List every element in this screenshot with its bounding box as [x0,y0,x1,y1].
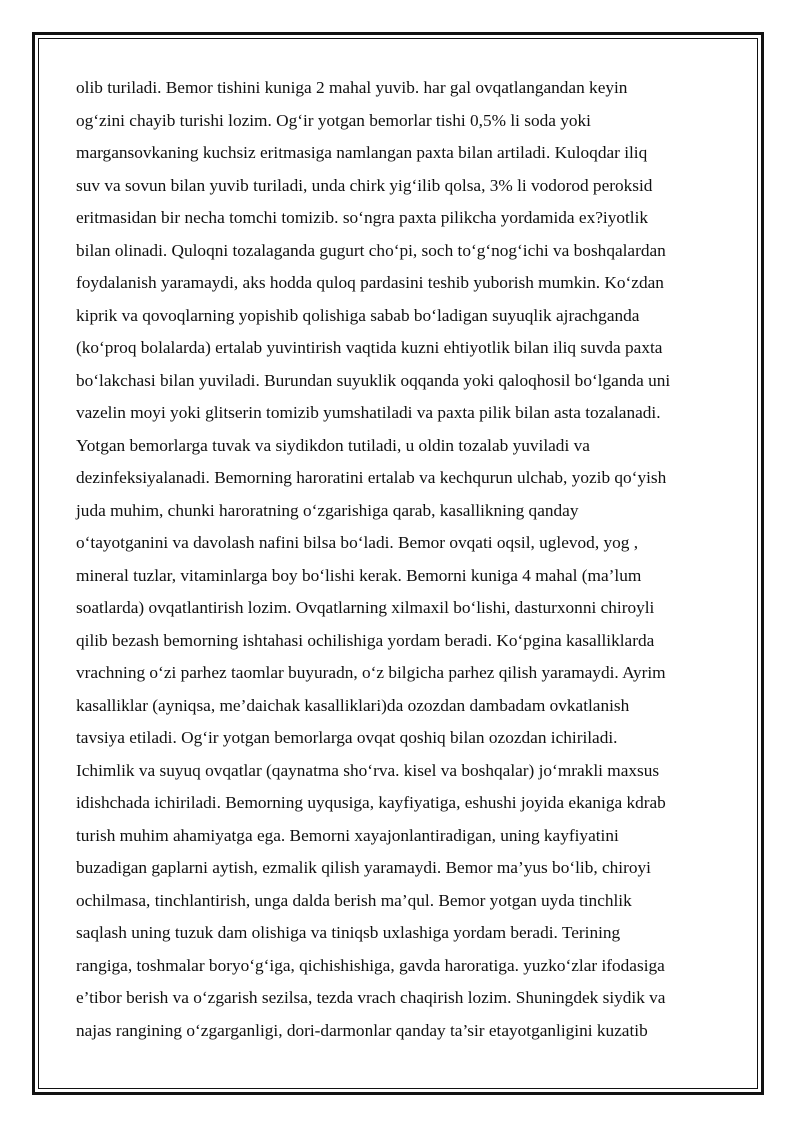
text-line: margansovkaning kuchsiz eritmasiga namlangan paxta bilan artiladi. Kuloqdar iliq [76,143,648,162]
text-line: foydalanish yaramaydi, aks hodda quloq pardasini teshib yuborish mumkin. Ko‘zdan [76,273,664,292]
text-line: tavsiya etiladi. Og‘ir yotgan bemorlarga ovqat qoshiq bilan ozozdan ichiriladi. [76,728,618,747]
text-line: Yotgan bemorlarga tuvak va siydikdon tutiladi, u oldin tozalab yuviladi va [76,435,590,455]
text-line: Ichimlik va suyuq ovqatlar (qaynatma sho‘rva. kisel va boshqalar) jo‘mrakli maxsus [76,760,660,780]
text-line: mineral tuzlar, vitaminlarga boy bo‘lishi kerak. Bemorni kuniga 4 mahal (ma’lum [76,565,642,585]
text-line: idishchada ichiriladi. Bemorning uyqusiga, kayfiyatiga, eshushi joyida ekaniga kdrab [76,793,666,812]
text-line: og‘zini chayib turishi lozim. Og‘ir yotgan bemorlar tishi 0,5% li soda yoki [76,110,591,130]
text-line: najas rangining o‘zgarganligi, dori-darmonlar qanday ta’sir etayotganligini kuzatib [76,1020,648,1040]
text-line: (ko‘proq bolalarda) ertalab yuvintirish vaqtida kuzni ehtiyotlik bilan iliq suvda paxta [76,338,663,357]
text-line: bo‘lakchasi bilan yuviladi. Burundan suyuklik oqqanda yoki qaloqhosil bo‘lganda uni [76,370,671,390]
text-line: kiprik va qovoqlarning yopishib qolishiga sabab bo‘ladigan suyuqlik ajrachganda [76,305,640,325]
text-line: qilib bezash bemorning ishtahasi ochilishiga yordam beradi. Ko‘pgina kasalliklarda [76,630,655,650]
text-line: bilan olinadi. Quloqni tozalaganda gugurt cho‘pi, soch to‘g‘nog‘ichi va boshqalardan [76,240,666,260]
text-line: turish muhim ahamiyatga ega. Bemorni xayajonlantiradigan, uning kayfiyatini [76,825,619,845]
document-body [76,76,736,1051]
text-line: saqlash uning tuzuk dam olishiga va tiniqsb uxlashiga yordam beradi. Terining [76,923,621,942]
text-line: dezinfeksiyalanadi. Bemorning haroratini ertalab va kechqurun ulchab, yozib qo‘yish [76,468,667,487]
text-line: eritmasidan bir necha tomchi tomizib. so‘ngra paxta pilikcha yordamida ex?iyotlik [76,208,649,227]
text-line: suv va sovun bilan yuvib turiladi, unda chirk yig‘ilib qolsa, 3% li vodorod peroksid [76,175,653,195]
text-line: o‘tayotganini va davolash nafini bilsa bo‘ladi. Bemor ovqati oqsil, uglevod, yog , [76,533,639,552]
text-line: vazelin moyi yoki glitserin tomizib yumshatiladi va paxta pilik bilan asta tozalanadi. [76,403,661,422]
text-line: juda muhim, chunki haroratning o‘zgarishiga qarab, kasallikning qanday [76,500,579,520]
text-line: buzadigan gaplarni aytish, ezmalik qilish yaramaydi. Bemor ma’yus bo‘lib, chiroyi [76,858,651,877]
text-line: vrachning o‘zi parhez taomlar buyuradn, o‘z bilgicha parhez qilish yaramaydi. Ayrim [76,663,666,682]
text-line: rangiga, toshmalar boryo‘g‘iga, qichishishiga, gavda haroratiga. yuzko‘zlar ifodasiga [76,955,665,975]
text-line: ochilmasa, tinchlantirish, unga dalda berish ma’qul. Bemor yotgan uyda tinchlik [76,890,632,910]
text-line: soatlarda) ovqatlantirish lozim. Ovqatlarning xilmaxil bo‘lishi, dasturxonni chiroyli [76,598,655,617]
text-line: e’tibor berish va o‘zgarish sezilsa, tezda vrach chaqirish lozim. Shuningdek siydik va [76,988,666,1007]
text-line: olib turiladi. Bemor tishini kuniga 2 mahal yuvib. har gal ovqatlangandan keyin [76,78,628,97]
text-line: kasalliklar (ayniqsa, me’daichak kasalliklari)da ozozdan dambadam ovkatlanish [76,695,630,715]
